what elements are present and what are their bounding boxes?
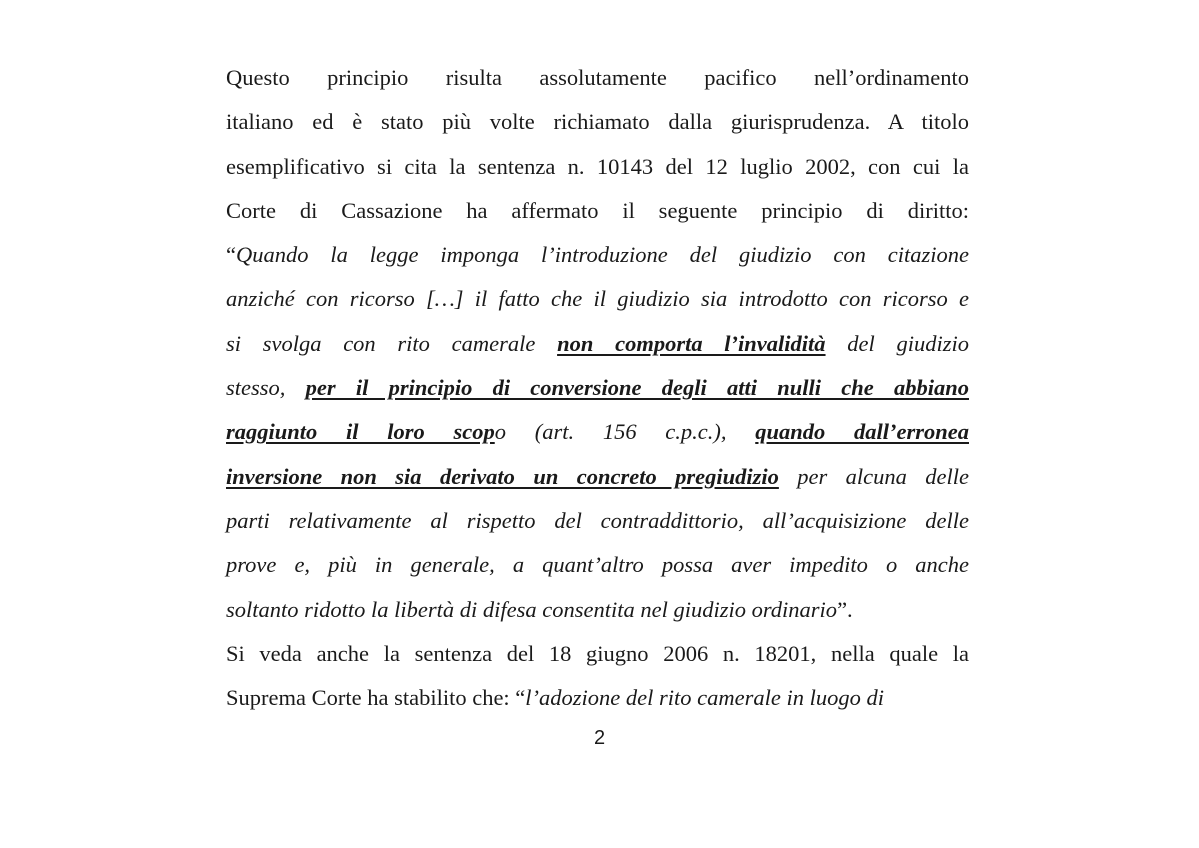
text-segment: soltanto ridotto la libertà di difesa consentita nel giudizio ordinario [226,596,838,622]
text-segment: Suprema Corte ha stabilito che: “ [226,685,526,711]
text-segment: l’adozione del rito camerale in luogo di [525,685,885,711]
text-line [226,676,969,720]
emphasized-text: non comporta l’invalidità [557,330,826,356]
text-line [226,233,969,277]
text-line [226,100,969,144]
emphasized-text: raggiunto il loro scop [226,419,495,445]
body-text [226,56,969,720]
text-line [226,543,969,587]
text-segment: prove e, più in generale, a quant’altro possa aver impedito o anche [226,552,969,578]
text-segment: anziché con ricorso […] il fatto che il giudizio sia introdotto con ricorso e [226,286,969,312]
text-line [226,499,969,543]
text-segment: per alcuna delle [778,463,969,489]
text-segment: o (art. 156 c.p.c.), [494,419,756,445]
text-line [226,632,969,676]
text-segment: italiano ed è stato più volte richiamato dalla giurisprudenza. A titolo [226,109,969,135]
text-line [226,410,969,454]
text-segment: Questo principio risulta assolutamente pacifico nell’ordinamento [226,65,969,90]
text-segment: parti relativamente al rispetto del contraddittorio, all’acquisizione delle [226,507,969,533]
emphasized-text: quando dall’erronea [755,419,969,445]
text-segment: del giudizio [825,330,969,356]
text-line [226,277,969,321]
page-number: 2 [593,727,606,749]
text-segment: Si veda anche la sentenza del 18 giugno 2006 n. 18201, nella quale la [226,640,969,666]
text-line [226,189,969,233]
text-line [226,588,969,632]
text-line [226,56,969,100]
text-segment: stesso, [226,375,306,401]
text-segment: “ [226,242,236,268]
text-segment: Quando la legge imponga l’introduzione del giudizio con citazione [236,242,969,268]
text-line [226,366,969,410]
emphasized-text: inversione non sia derivato un concreto pregiudizio [226,463,779,489]
text-line [226,145,969,189]
text-segment: si svolga con rito camerale [226,330,558,356]
text-segment: Corte di Cassazione ha affermato il seguente principio di diritto: [226,197,969,223]
emphasized-text: per il principio di conversione degli atti nulli che abbiano [305,375,969,401]
text-segment: ”. [837,596,853,622]
text-line [226,322,969,366]
text-line [226,455,969,499]
text-segment: esemplificativo si cita la sentenza n. 10143 del 12 luglio 2002, con cui la [226,153,969,179]
